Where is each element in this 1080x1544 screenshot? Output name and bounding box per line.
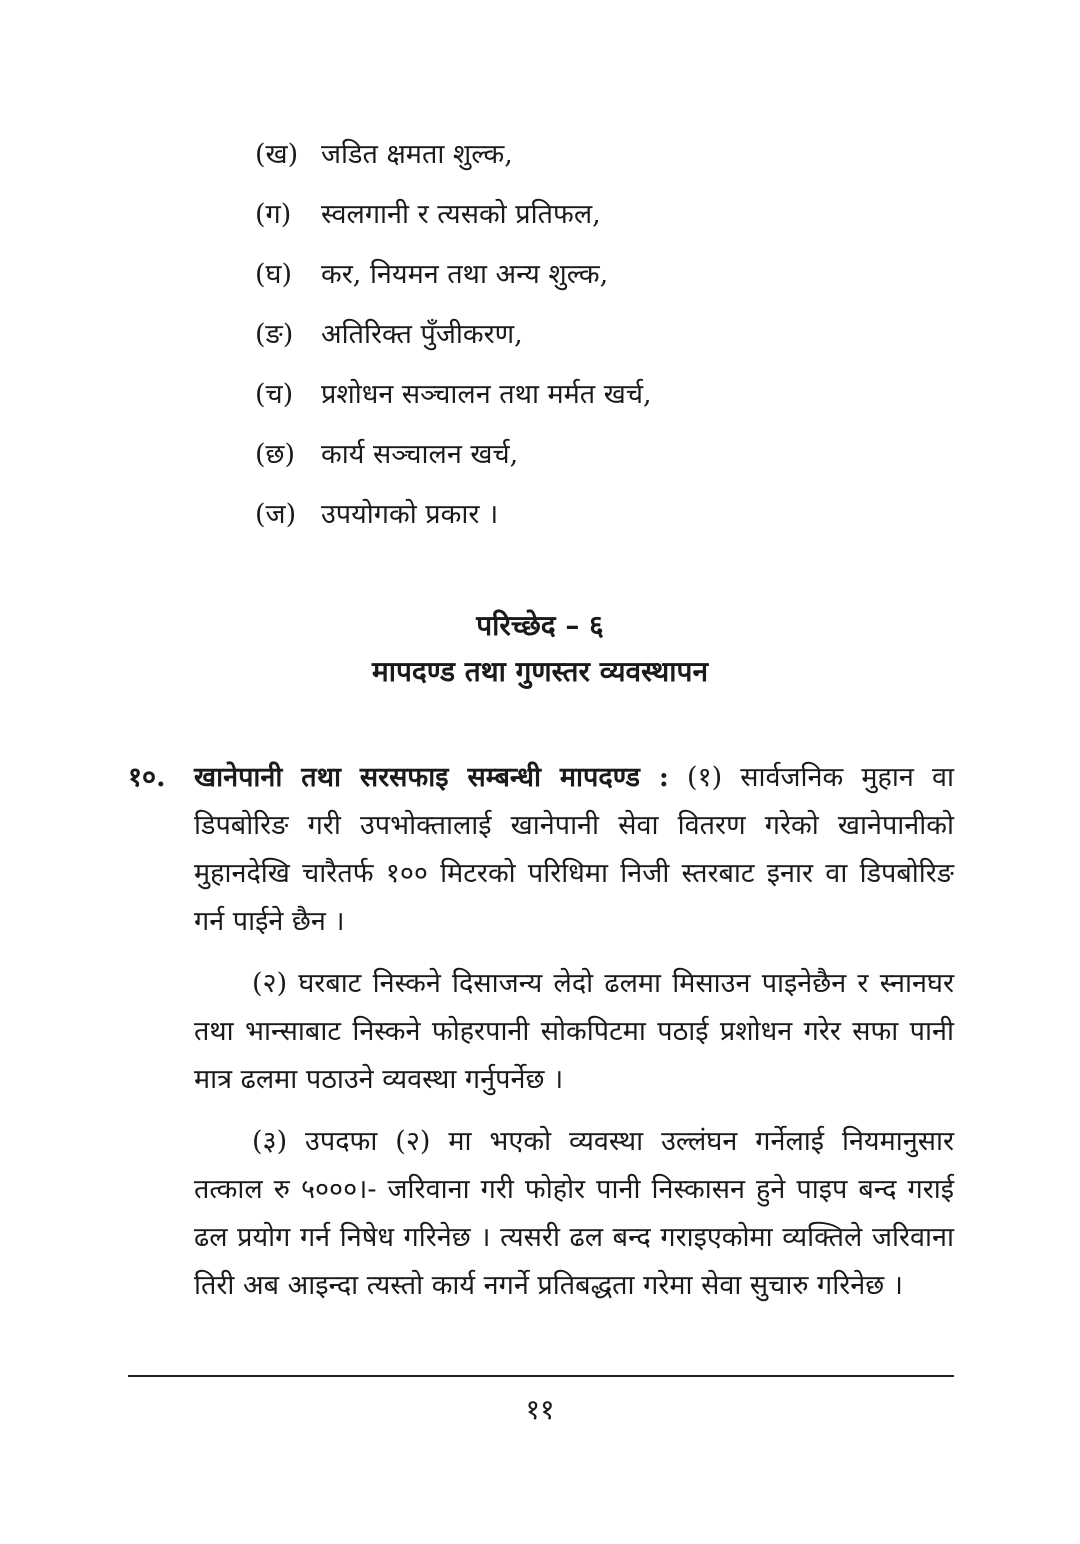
list-item	[255, 122, 955, 182]
footer-divider	[128, 1375, 954, 1377]
list-item	[255, 482, 955, 542]
section-paragraph-2: (२) घरबाट निस्कने दिसाजन्य लेदो ढलमा मिसाउन पाइनेछैन र स्नानघर तथा भान्साबाट निस्कने फोहरपानी सोकपिटमा पठाई प्रशोधन गरेर सफा पानी मात्र ढलमा पठाउने व्यवस्था गर्नुपर्नेछ ।	[194, 968, 954, 1095]
list-text: कार्य सञ्चालन खर्च,	[321, 438, 519, 470]
list-text: उपयोगको प्रकार ।	[321, 498, 499, 530]
list-item	[255, 302, 955, 362]
list-marker: (घ)	[255, 258, 293, 290]
list-text: स्वलगानी र त्यसको प्रतिफल,	[321, 198, 601, 230]
list-marker: (ङ)	[255, 318, 294, 350]
page-number: ११	[525, 1393, 555, 1426]
chapter-title: मापदण्ड तथा गुणस्तर व्यवस्थापन	[371, 655, 708, 688]
list-marker: (ज)	[255, 498, 297, 530]
list-item	[255, 182, 955, 242]
list-text: प्रशोधन सञ्चालन तथा मर्मत खर्च,	[321, 378, 652, 410]
list-marker: (ग)	[255, 198, 292, 230]
section-10	[128, 754, 954, 1310]
section-heading: खानेपानी तथा सरसफाइ सम्बन्धी मापदण्ड :	[194, 762, 669, 793]
list-item	[255, 242, 955, 302]
list-marker: (ख)	[255, 138, 299, 170]
section-paragraph-1: (१) सार्वजनिक मुहान वा डिपबोरिङ गरी उपभोक्तालाई खानेपानी सेवा वितरण गरेको खानेपानीको मुहानदेखि चारैतर्फ १०० मिटरको परिधिमा निजी स्तरबाट इनार वा डिपबोरिङ गर्न पाईने छैन ।	[194, 762, 954, 937]
list-item	[255, 362, 955, 422]
list-text: जडित क्षमता शुल्क,	[321, 138, 513, 170]
section-number: १०.	[128, 762, 166, 793]
list-text: अतिरिक्त पुँजीकरण,	[321, 318, 523, 350]
list-marker: (छ)	[255, 438, 295, 470]
list-item	[255, 422, 955, 482]
clause-list	[255, 122, 955, 542]
list-marker: (च)	[255, 378, 294, 410]
chapter-number: परिच्छेद – ६	[476, 609, 604, 642]
section-paragraph-3: (३) उपदफा (२) मा भएको व्यवस्था उल्लंघन गर्नेलाई नियमानुसार तत्काल रु ५०००।- जरिवाना गरी फोहोर पानी निस्कासन हुने पाइप बन्द गराई ढल प्रयोग गर्न निषेध गरिनेछ । त्यसरी ढल बन्द गराइएकोमा व्यक्तिले जरिवाना तिरी अब आइन्दा त्यस्तो कार्य नगर्ने प्रतिबद्धता गरेमा सेवा सुचारु गरिनेछ ।	[194, 1126, 954, 1301]
list-text: कर, नियमन तथा अन्य शुल्क,	[321, 258, 609, 290]
